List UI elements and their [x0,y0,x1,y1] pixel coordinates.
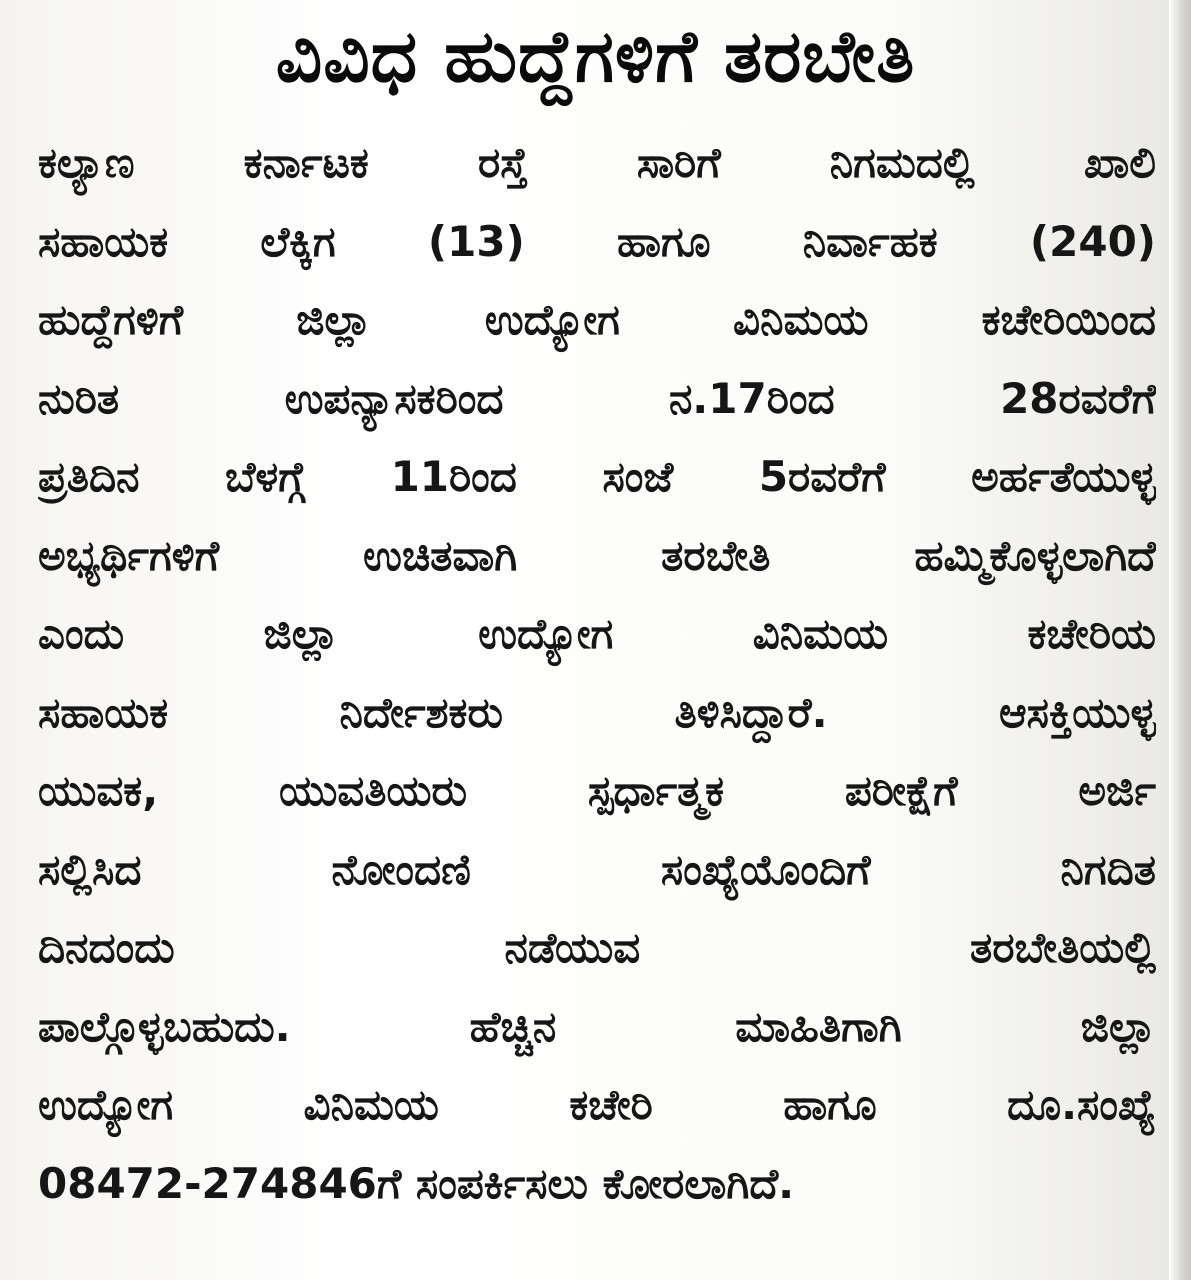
article-line: ಪ್ರತಿದಿನ ಬೆಳಗ್ಗೆ 11ರಿಂದ ಸಂಜೆ 5ರವರೆಗೆ ಅರ್ಹತೆಯುಳ್ಳ [38,452,1156,501]
article-line: ಸಲ್ಲಿಸಿದ ನೋಂದಣಿ ಸಂಖ್ಯೆಯೊಂದಿಗೆ ನಿಗದಿತ [38,844,1156,894]
article-line: ಉದ್ಯೋಗ ವಿನಿಮಯ ಕಚೇರಿ ಹಾಗೂ ದೂ.ಸಂಖ್ಯೆ [38,1080,1156,1129]
article-line: ಸಹಾಯಕ ಲೆಕ್ಕಿಗ (13) ಹಾಗೂ ನಿರ್ವಾಹಕ (240) [38,216,1156,266]
article-line: ದಿನದಂದು ನಡೆಯುವ ತರಬೇತಿಯಲ್ಲಿ [38,923,1156,972]
article-line-last: 08472-274846ಗೆ ಸಂಪರ್ಕಿಸಲು ಕೋರಲಾಗಿದೆ. [38,1158,795,1208]
article-line: ಹುದ್ದೆಗಳಿಗೆ ಜಿಲ್ಲಾ ಉದ್ಯೋಗ ವಿನಿಮಯ ಕಚೇರಿಯಿಂದ [38,295,1156,344]
article-line: ಸಹಾಯಕ ನಿರ್ದೇಶಕರು ತಿಳಿಸಿದ್ದಾರೆ. ಆಸಕ್ತಿಯುಳ್ಳ [38,687,1156,737]
article-line: ಯುವಕ, ಯುವತಿಯರು ಸ್ಪರ್ಧಾತ್ಮಕ ಪರೀಕ್ಷೆಗೆ ಅರ್ಜಿ [38,766,1156,815]
article-line: ಅಭ್ಯರ್ಥಿಗಳಿಗೆ ಉಚಿತವಾಗಿ ತರಬೇತಿ ಹಮ್ಮಿಕೊಳ್ಳಲಾಗಿದೆ [38,530,1156,580]
article-line: ಕಲ್ಯಾಣ ಕರ್ನಾಟಕ ರಸ್ತೆ ಸಾರಿಗೆ ನಿಗಮದಲ್ಲಿ ಖಾಲಿ [38,138,1156,187]
article-line: ಪಾಲ್ಗೊಳ್ಳಬಹುದು. ಹೆಚ್ಚಿನ ಮಾಹಿತಿಗಾಗಿ ಜಿಲ್ಲಾ [38,1001,1156,1051]
paper-edge [1169,0,1191,1280]
article-line: ನುರಿತ ಉಪನ್ಯಾಸಕರಿಂದ ನ.17ರಿಂದ 28ರವರೆಗೆ [38,373,1156,423]
article-headline: ವಿವಿಧ ಹುದ್ದೆಗಳಿಗೆ ತರಬೇತಿ [275,14,916,98]
article-body [38,124,1156,1223]
article-line: ಎಂದು ಜಿಲ್ಲಾ ಉದ್ಯೋಗ ವಿನಿಮಯ ಕಚೇರಿಯ [38,609,1156,658]
